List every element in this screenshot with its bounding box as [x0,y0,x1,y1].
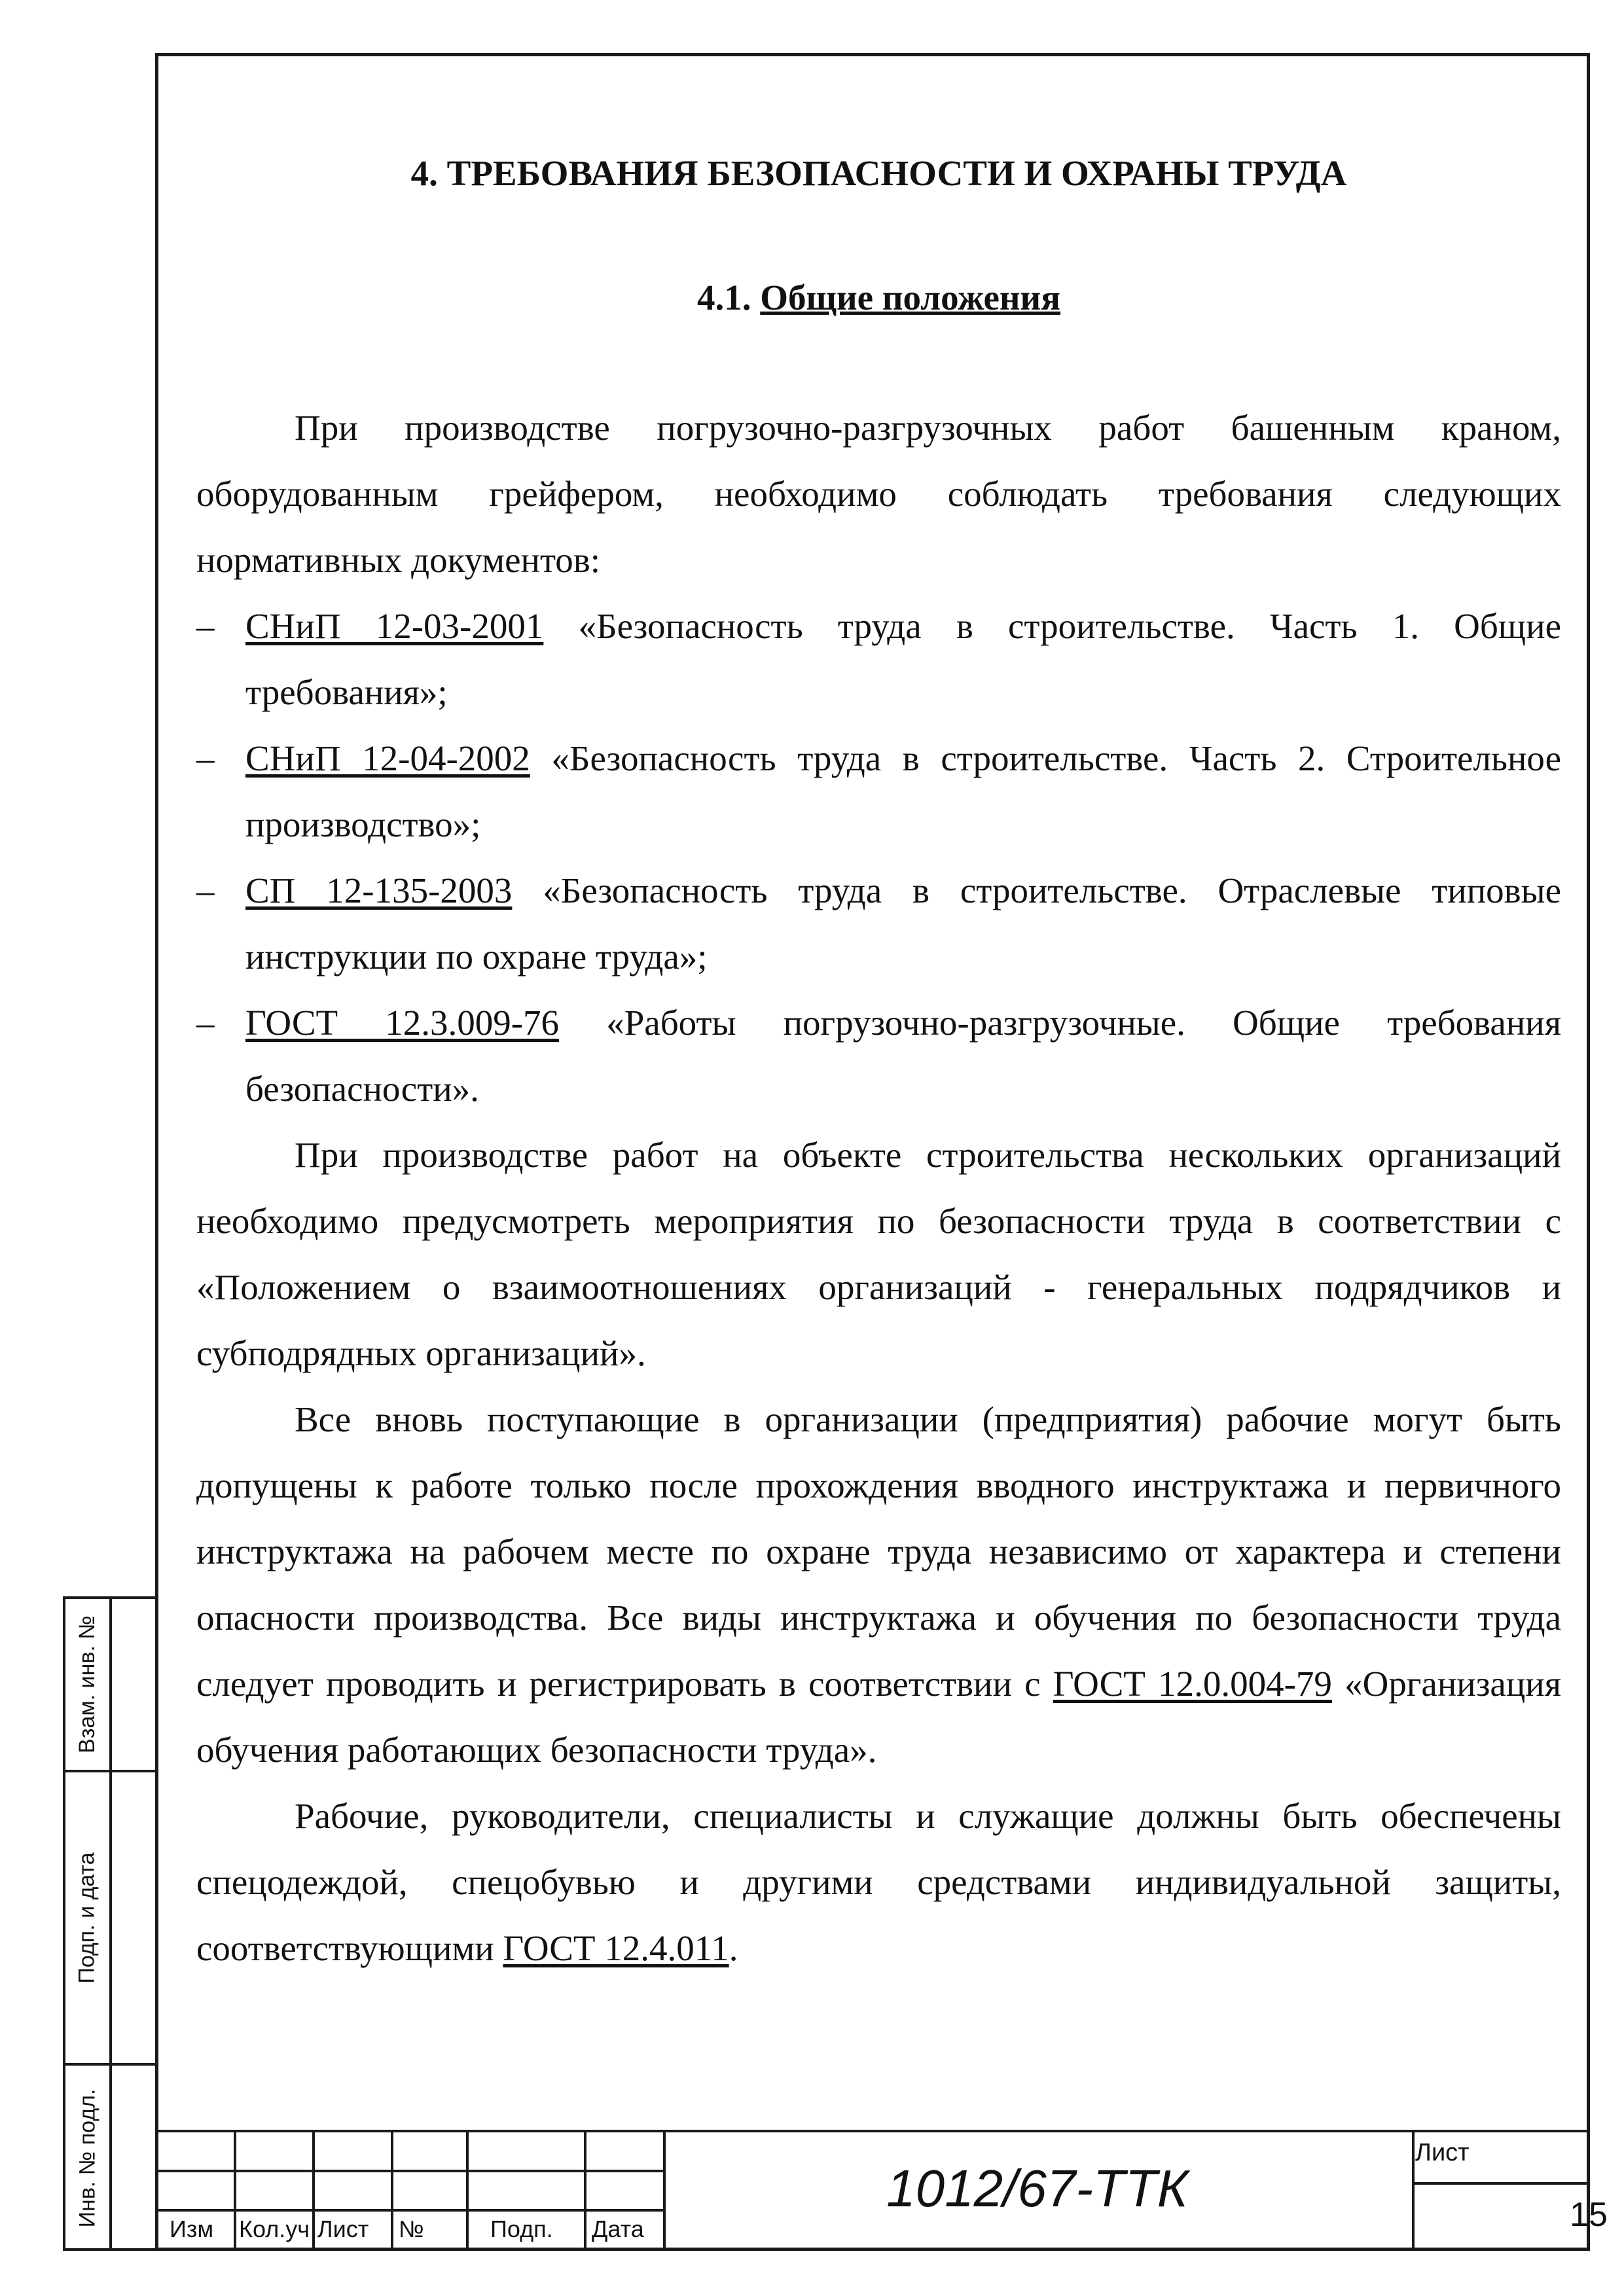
column-header-change: Изм [170,2215,214,2242]
stamp-label-text: Подп. и дата [75,1852,99,1984]
subsection-heading [196,275,1561,321]
list-dash: – [196,606,215,646]
list-dash: – [196,1003,215,1043]
divider [155,2170,666,2172]
document-code: 1012/67-ТТК [886,2159,1188,2217]
section-heading: 4. ТРЕБОВАНИЯ БЕЗОПАСНОСТИ И ОХРАНЫ ТРУДА [410,153,1347,193]
sign-date-label [65,1772,109,2063]
divider [109,1599,112,2248]
divider [155,2130,666,2132]
column-header-number: № [399,2215,424,2242]
column-header-quantity: Кол.уч [239,2215,310,2242]
paragraph-text: . [729,1928,738,1968]
divider [391,2130,393,2251]
divider [466,2130,469,2251]
swap-inventory-label [65,1599,109,1770]
list-item [196,857,1561,990]
sheet-number: 15 [1570,2196,1608,2234]
document-reference-link[interactable]: СП 12-135-2003 [245,870,513,910]
paragraph-text: Рабочие, руководители, специалисты и служащие должны быть обеспечены спецодеждой, спецобувью и другими средствами индивидуальной защиты, соответствующими [196,1796,1561,1968]
divider [666,2130,1590,2132]
list-item [196,725,1561,857]
paragraph-organizations: При производстве работ на объекте строительства нескольких организаций необходимо предусмотреть мероприятия по безопасности труда в соответствии с «Положением о взаимоотношениях организаций - генеральных подрядчиков и субподрядных организаций». [196,1135,1561,1373]
divider [1412,2130,1415,2251]
paragraph-instruction [196,1386,1561,1783]
intro-paragraph: При производстве погрузочно-разгрузочных работ башенным краном, оборудованным грейфером, необходимо соблюдать требования следующих нормативных документов: [196,408,1561,580]
document-reference-link[interactable]: СНиП 12-03-2001 [245,606,544,646]
divider [584,2130,586,2251]
documents-list [196,593,1561,1122]
title-block [155,2130,1608,2251]
divider [312,2130,315,2251]
stamp-label-text: Инв. № подл. [75,2089,100,2228]
paragraph-text: «Организация обучения работающих безопасности труда». [196,1664,1561,1770]
list-item-text: «Работы погрузочно-разгрузочные. Общие требования безопасности». [245,1003,1562,1109]
list-dash: – [196,738,215,778]
divider [155,2209,666,2212]
divider [234,2130,236,2251]
document-reference-link[interactable]: ГОСТ 12.0.004-79 [1053,1664,1332,1704]
list-dash: – [196,870,215,910]
list-item-text: «Безопасность труда в строительстве. Отраслевые типовые инструкции по охране труда»; [245,870,1561,977]
list-item [196,990,1561,1122]
list-item-text: «Безопасность труда в строительстве. Часть 2. Строительное производство»; [245,738,1562,844]
column-header-sheet: Лист [317,2215,369,2242]
subsection-title: Общие положения [760,278,1060,317]
document-reference-link[interactable]: ГОСТ 12.4.011 [503,1928,729,1968]
paragraph-text: Все вновь поступающие в организации (предприятия) рабочие могут быть допущены к работе только после прохождения вводного инструктажа и первичного инструктажа на рабочем месте по охране труда независимо от характера и степени опасности производства. Все виды инструктажа и обучения по безопасности труда следует проводить и регистрировать в соответствии с [196,1399,1561,1704]
divider [1412,2182,1590,2185]
sheet-label: Лист [1415,2139,1470,2166]
document-body [196,151,1561,1981]
list-item [196,593,1561,725]
stamp-label-text: Взам. инв. № [75,1615,100,1753]
column-header-date: Дата [592,2215,644,2242]
side-stamp [63,1596,155,2251]
list-item-text: «Безопасность труда в строительстве. Часть 1. Общие требования»; [245,606,1562,712]
column-header-signature: Подп. [490,2215,553,2242]
subsection-number: 4.1. [697,278,751,317]
paragraph-protection [196,1783,1561,1981]
document-reference-link[interactable]: ГОСТ 12.3.009-76 [245,1003,560,1043]
original-inventory-label [65,2066,109,2251]
document-reference-link[interactable]: СНиП 12-04-2002 [245,738,530,778]
